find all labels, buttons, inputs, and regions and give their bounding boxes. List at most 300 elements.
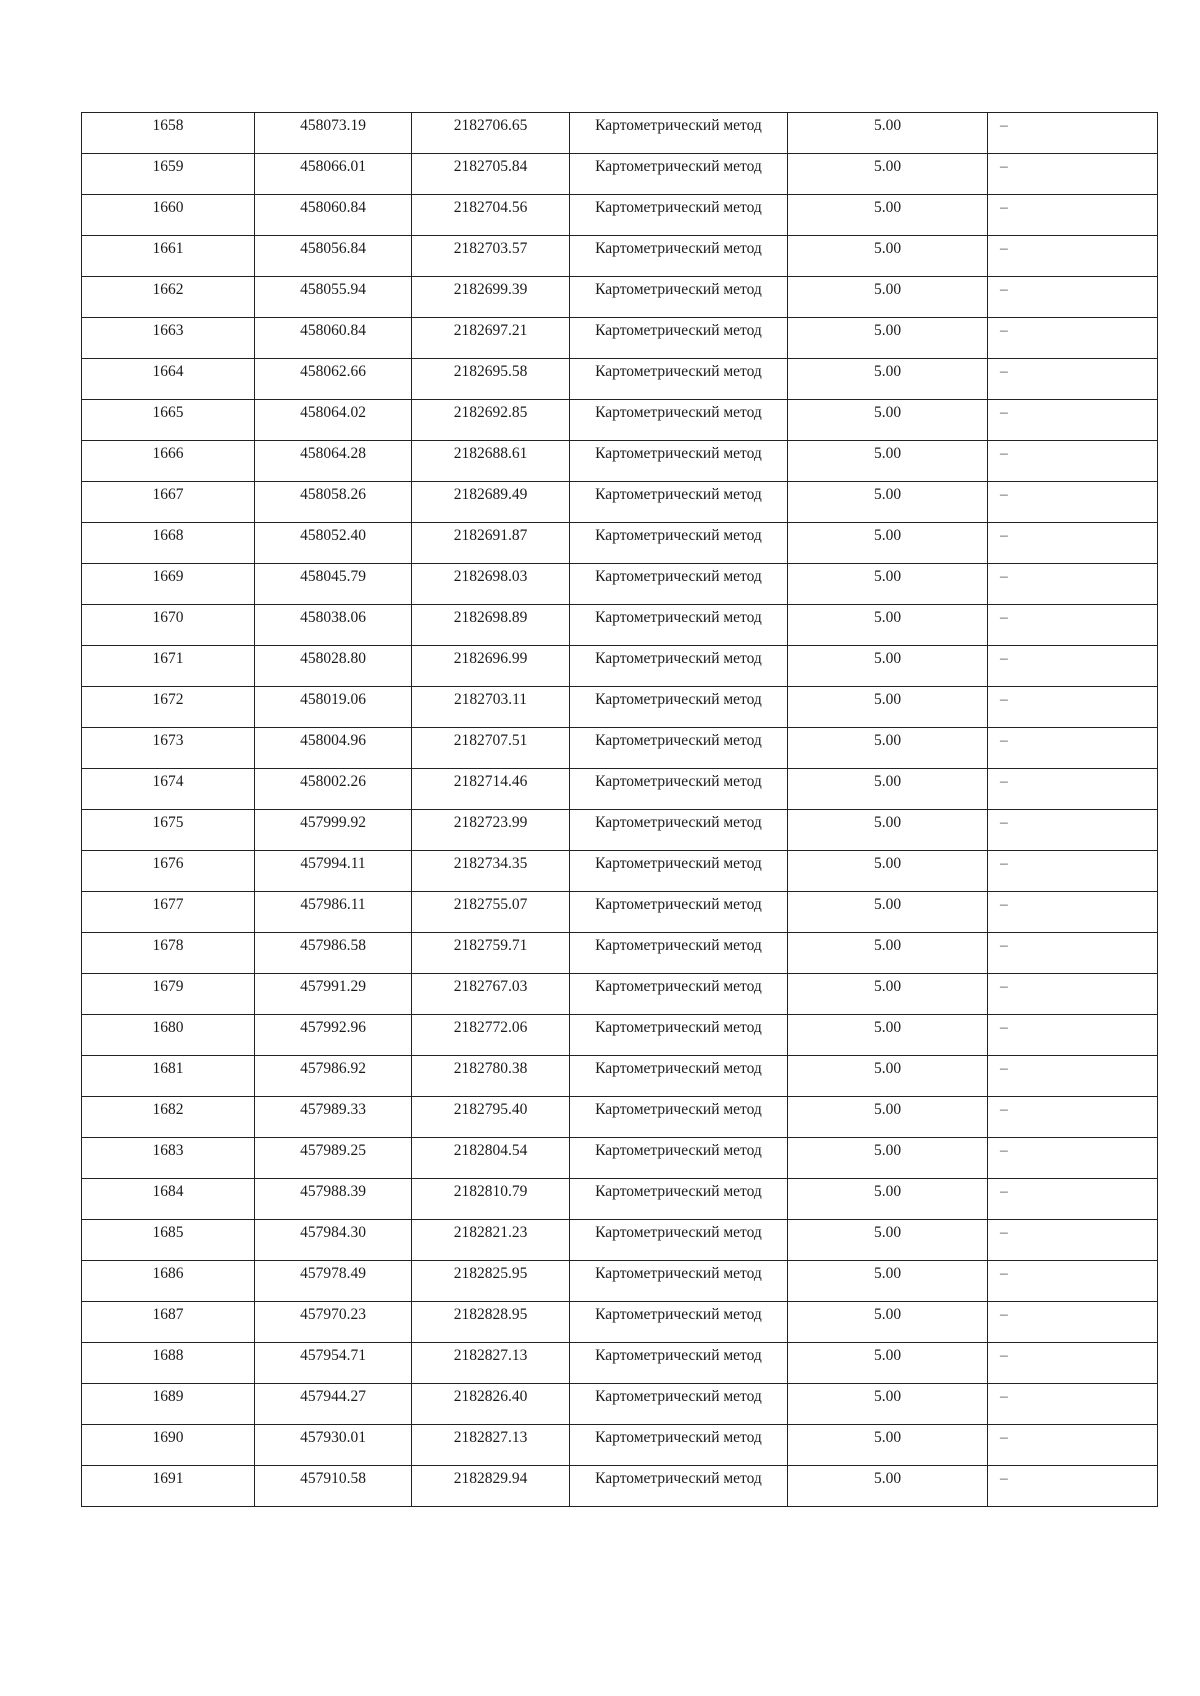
x-coordinate-cell [255, 359, 412, 400]
point-number-cell [82, 687, 255, 728]
x-coordinate-cell [255, 1425, 412, 1466]
table-row [82, 933, 1158, 974]
y-coordinate-cell [412, 1015, 570, 1056]
note-cell [988, 728, 1158, 769]
method-cell-text: Картометрический метод [595, 199, 762, 216]
x-coordinate-cell-text: 457988.39 [300, 1183, 366, 1200]
x-coordinate-cell [255, 1466, 412, 1507]
accuracy-cell-text: 5.00 [873, 650, 902, 667]
x-coordinate-cell [255, 974, 412, 1015]
accuracy-cell-text: 5.00 [873, 1470, 902, 1487]
method-cell-text: Картометрический метод [595, 281, 762, 298]
point-number-cell [82, 564, 255, 605]
point-number-cell-text: 1681 [152, 1060, 184, 1077]
accuracy-cell [788, 441, 988, 482]
y-coordinate-cell-text: 2182755.07 [453, 896, 528, 913]
accuracy-cell [788, 482, 988, 523]
point-number-cell [82, 359, 255, 400]
note-cell [988, 1138, 1158, 1179]
y-coordinate-cell [412, 441, 570, 482]
method-cell-text: Картометрический метод [595, 1470, 762, 1487]
accuracy-cell-text: 5.00 [873, 732, 902, 749]
y-coordinate-cell-text: 2182697.21 [453, 322, 528, 339]
note-cell-text: – [1000, 1060, 1008, 1077]
accuracy-cell-text: 5.00 [873, 1429, 902, 1446]
x-coordinate-cell [255, 728, 412, 769]
point-number-cell-text: 1660 [152, 199, 184, 216]
note-cell [988, 523, 1158, 564]
note-cell-text: – [1000, 650, 1008, 667]
accuracy-cell-text: 5.00 [873, 1142, 902, 1159]
accuracy-cell [788, 728, 988, 769]
y-coordinate-cell-text: 2182705.84 [453, 158, 528, 175]
method-cell [570, 318, 788, 359]
method-cell-text: Картометрический метод [595, 978, 762, 995]
y-coordinate-cell-text: 2182688.61 [453, 445, 528, 462]
table-row [82, 195, 1158, 236]
y-coordinate-cell-text: 2182699.39 [453, 281, 528, 298]
method-cell-text: Картометрический метод [595, 1224, 762, 1241]
y-coordinate-cell-text: 2182692.85 [453, 404, 528, 421]
x-coordinate-cell [255, 1015, 412, 1056]
y-coordinate-cell-text: 2182696.99 [453, 650, 528, 667]
note-cell [988, 113, 1158, 154]
method-cell [570, 1220, 788, 1261]
y-coordinate-cell-text: 2182707.51 [453, 732, 528, 749]
accuracy-cell-text: 5.00 [873, 445, 902, 462]
y-coordinate-cell-text: 2182759.71 [453, 937, 528, 954]
point-number-cell-text: 1683 [152, 1142, 184, 1159]
x-coordinate-cell [255, 195, 412, 236]
y-coordinate-cell [412, 687, 570, 728]
y-coordinate-cell-text: 2182704.56 [453, 199, 528, 216]
y-coordinate-cell [412, 1425, 570, 1466]
x-coordinate-cell-text: 458073.19 [300, 117, 366, 134]
accuracy-cell [788, 1015, 988, 1056]
point-number-cell-text: 1673 [152, 732, 184, 749]
accuracy-cell [788, 277, 988, 318]
method-cell-text: Картометрический метод [595, 117, 762, 134]
method-cell [570, 1261, 788, 1302]
note-cell-text: – [1000, 404, 1008, 421]
point-number-cell [82, 277, 255, 318]
y-coordinate-cell [412, 1343, 570, 1384]
accuracy-cell-text: 5.00 [873, 1019, 902, 1036]
point-number-cell [82, 154, 255, 195]
accuracy-cell [788, 1220, 988, 1261]
x-coordinate-cell [255, 154, 412, 195]
method-cell [570, 769, 788, 810]
point-number-cell [82, 482, 255, 523]
y-coordinate-cell-text: 2182829.94 [453, 1470, 528, 1487]
y-coordinate-cell [412, 236, 570, 277]
y-coordinate-cell-text: 2182734.35 [453, 855, 528, 872]
y-coordinate-cell [412, 892, 570, 933]
accuracy-cell [788, 851, 988, 892]
x-coordinate-cell [255, 277, 412, 318]
point-number-cell [82, 974, 255, 1015]
point-number-cell-text: 1675 [152, 814, 184, 831]
table-row [82, 810, 1158, 851]
method-cell [570, 933, 788, 974]
x-coordinate-cell-text: 457930.01 [300, 1429, 366, 1446]
y-coordinate-cell-text: 2182804.54 [453, 1142, 528, 1159]
note-cell-text: – [1000, 527, 1008, 544]
method-cell-text: Картометрический метод [595, 1183, 762, 1200]
table-row [82, 154, 1158, 195]
note-cell-text: – [1000, 1429, 1008, 1446]
point-number-cell [82, 810, 255, 851]
point-number-cell [82, 769, 255, 810]
point-number-cell-text: 1680 [152, 1019, 184, 1036]
point-number-cell [82, 441, 255, 482]
note-cell-text: – [1000, 773, 1008, 790]
method-cell [570, 277, 788, 318]
accuracy-cell [788, 605, 988, 646]
method-cell-text: Картометрический метод [595, 896, 762, 913]
x-coordinate-cell [255, 482, 412, 523]
accuracy-cell-text: 5.00 [873, 486, 902, 503]
accuracy-cell [788, 1097, 988, 1138]
y-coordinate-cell [412, 359, 570, 400]
note-cell-text: – [1000, 814, 1008, 831]
x-coordinate-cell [255, 1302, 412, 1343]
method-cell-text: Картометрический метод [595, 732, 762, 749]
note-cell [988, 195, 1158, 236]
table-row [82, 1466, 1158, 1507]
x-coordinate-cell-text: 457910.58 [300, 1470, 366, 1487]
point-number-cell-text: 1679 [152, 978, 184, 995]
table-row [82, 892, 1158, 933]
method-cell-text: Картометрический метод [595, 1265, 762, 1282]
point-number-cell [82, 1384, 255, 1425]
method-cell-text: Картометрический метод [595, 691, 762, 708]
accuracy-cell-text: 5.00 [873, 814, 902, 831]
accuracy-cell-text: 5.00 [873, 404, 902, 421]
accuracy-cell [788, 236, 988, 277]
point-number-cell-text: 1668 [152, 527, 184, 544]
accuracy-cell-text: 5.00 [873, 978, 902, 995]
table-row [82, 441, 1158, 482]
accuracy-cell [788, 769, 988, 810]
method-cell-text: Картометрический метод [595, 1388, 762, 1405]
point-number-cell [82, 605, 255, 646]
x-coordinate-cell-text: 458058.26 [300, 486, 366, 503]
note-cell [988, 1015, 1158, 1056]
method-cell-text: Картометрический метод [595, 445, 762, 462]
y-coordinate-cell [412, 277, 570, 318]
accuracy-cell-text: 5.00 [873, 1306, 902, 1323]
point-number-cell [82, 318, 255, 359]
method-cell [570, 1056, 788, 1097]
y-coordinate-cell [412, 1097, 570, 1138]
point-number-cell-text: 1661 [152, 240, 184, 257]
note-cell-text: – [1000, 1306, 1008, 1323]
x-coordinate-cell [255, 1343, 412, 1384]
point-number-cell [82, 1466, 255, 1507]
point-number-cell-text: 1677 [152, 896, 184, 913]
accuracy-cell [788, 1343, 988, 1384]
y-coordinate-cell [412, 523, 570, 564]
method-cell [570, 523, 788, 564]
note-cell [988, 277, 1158, 318]
x-coordinate-cell-text: 458038.06 [300, 609, 366, 626]
note-cell [988, 933, 1158, 974]
point-number-cell-text: 1674 [152, 773, 184, 790]
point-number-cell-text: 1658 [152, 117, 184, 134]
table-row [82, 400, 1158, 441]
accuracy-cell [788, 687, 988, 728]
point-number-cell [82, 728, 255, 769]
accuracy-cell [788, 400, 988, 441]
table-row [82, 646, 1158, 687]
note-cell-text: – [1000, 199, 1008, 216]
y-coordinate-cell-text: 2182689.49 [453, 486, 528, 503]
point-number-cell [82, 892, 255, 933]
accuracy-cell-text: 5.00 [873, 240, 902, 257]
point-number-cell-text: 1670 [152, 609, 184, 626]
method-cell [570, 1384, 788, 1425]
note-cell-text: – [1000, 281, 1008, 298]
y-coordinate-cell [412, 154, 570, 195]
method-cell [570, 1138, 788, 1179]
point-number-cell-text: 1685 [152, 1224, 184, 1241]
note-cell-text: – [1000, 1101, 1008, 1118]
accuracy-cell [788, 195, 988, 236]
y-coordinate-cell [412, 851, 570, 892]
y-coordinate-cell [412, 1138, 570, 1179]
method-cell-text: Картометрический метод [595, 568, 762, 585]
y-coordinate-cell-text: 2182691.87 [453, 527, 528, 544]
method-cell-text: Картометрический метод [595, 527, 762, 544]
x-coordinate-cell-text: 458045.79 [300, 568, 366, 585]
table-row [82, 482, 1158, 523]
accuracy-cell-text: 5.00 [873, 281, 902, 298]
note-cell-text: – [1000, 1019, 1008, 1036]
x-coordinate-cell-text: 458052.40 [300, 527, 366, 544]
y-coordinate-cell [412, 974, 570, 1015]
table-row [82, 236, 1158, 277]
note-cell-text: – [1000, 117, 1008, 134]
point-number-cell [82, 195, 255, 236]
point-number-cell-text: 1669 [152, 568, 184, 585]
y-coordinate-cell [412, 1466, 570, 1507]
accuracy-cell [788, 1056, 988, 1097]
point-number-cell-text: 1664 [152, 363, 184, 380]
point-number-cell [82, 1138, 255, 1179]
table-row [82, 605, 1158, 646]
accuracy-cell [788, 1466, 988, 1507]
note-cell-text: – [1000, 486, 1008, 503]
x-coordinate-cell [255, 1261, 412, 1302]
y-coordinate-cell [412, 769, 570, 810]
y-coordinate-cell [412, 1384, 570, 1425]
point-number-cell-text: 1662 [152, 281, 184, 298]
note-cell-text: – [1000, 1347, 1008, 1364]
y-coordinate-cell-text: 2182810.79 [453, 1183, 528, 1200]
accuracy-cell-text: 5.00 [873, 773, 902, 790]
method-cell-text: Картометрический метод [595, 814, 762, 831]
accuracy-cell [788, 564, 988, 605]
note-cell [988, 564, 1158, 605]
method-cell [570, 892, 788, 933]
note-cell-text: – [1000, 609, 1008, 626]
point-number-cell-text: 1687 [152, 1306, 184, 1323]
accuracy-cell [788, 1384, 988, 1425]
note-cell [988, 1466, 1158, 1507]
x-coordinate-cell-text: 458062.66 [300, 363, 366, 380]
table-row [82, 1097, 1158, 1138]
note-cell-text: – [1000, 568, 1008, 585]
point-number-cell [82, 933, 255, 974]
method-cell [570, 441, 788, 482]
x-coordinate-cell [255, 318, 412, 359]
x-coordinate-cell-text: 457954.71 [300, 1347, 366, 1364]
point-number-cell-text: 1688 [152, 1347, 184, 1364]
method-cell-text: Картометрический метод [595, 855, 762, 872]
table-row [82, 1179, 1158, 1220]
accuracy-cell [788, 892, 988, 933]
accuracy-cell-text: 5.00 [873, 199, 902, 216]
x-coordinate-cell-text: 458002.26 [300, 773, 366, 790]
x-coordinate-cell [255, 810, 412, 851]
table-row [82, 1302, 1158, 1343]
y-coordinate-cell [412, 482, 570, 523]
point-number-cell [82, 1425, 255, 1466]
point-number-cell [82, 1056, 255, 1097]
method-cell-text: Картометрический метод [595, 363, 762, 380]
note-cell [988, 359, 1158, 400]
point-number-cell-text: 1665 [152, 404, 184, 421]
y-coordinate-cell [412, 400, 570, 441]
x-coordinate-cell-text: 458060.84 [300, 322, 366, 339]
table-row [82, 1343, 1158, 1384]
y-coordinate-cell [412, 318, 570, 359]
method-cell [570, 851, 788, 892]
method-cell [570, 1466, 788, 1507]
note-cell [988, 1220, 1158, 1261]
x-coordinate-cell-text: 458064.02 [300, 404, 366, 421]
point-number-cell [82, 1015, 255, 1056]
note-cell-text: – [1000, 1388, 1008, 1405]
x-coordinate-cell [255, 646, 412, 687]
note-cell [988, 851, 1158, 892]
table-row [82, 1261, 1158, 1302]
accuracy-cell [788, 523, 988, 564]
x-coordinate-cell-text: 457992.96 [300, 1019, 366, 1036]
method-cell [570, 113, 788, 154]
note-cell-text: – [1000, 691, 1008, 708]
table-row [82, 687, 1158, 728]
table-row [82, 277, 1158, 318]
method-cell-text: Картометрический метод [595, 158, 762, 175]
note-cell [988, 318, 1158, 359]
note-cell-text: – [1000, 322, 1008, 339]
x-coordinate-cell-text: 457970.23 [300, 1306, 366, 1323]
point-number-cell-text: 1686 [152, 1265, 184, 1282]
accuracy-cell-text: 5.00 [873, 1388, 902, 1405]
method-cell-text: Картометрический метод [595, 650, 762, 667]
point-number-cell-text: 1691 [152, 1470, 184, 1487]
point-number-cell-text: 1682 [152, 1101, 184, 1118]
y-coordinate-cell-text: 2182698.89 [453, 609, 528, 626]
note-cell [988, 1343, 1158, 1384]
accuracy-cell-text: 5.00 [873, 322, 902, 339]
y-coordinate-cell-text: 2182795.40 [453, 1101, 528, 1118]
note-cell [988, 236, 1158, 277]
note-cell [988, 154, 1158, 195]
note-cell-text: – [1000, 855, 1008, 872]
method-cell [570, 646, 788, 687]
x-coordinate-cell-text: 458060.84 [300, 199, 366, 216]
x-coordinate-cell-text: 457999.92 [300, 814, 366, 831]
accuracy-cell [788, 1179, 988, 1220]
table-row [82, 523, 1158, 564]
accuracy-cell [788, 933, 988, 974]
table-row [82, 728, 1158, 769]
method-cell-text: Картометрический метод [595, 1142, 762, 1159]
method-cell-text: Картометрический метод [595, 1019, 762, 1036]
table-row [82, 359, 1158, 400]
note-cell [988, 974, 1158, 1015]
note-cell-text: – [1000, 1142, 1008, 1159]
x-coordinate-cell-text: 458064.28 [300, 445, 366, 462]
accuracy-cell [788, 1261, 988, 1302]
accuracy-cell-text: 5.00 [873, 609, 902, 626]
note-cell [988, 646, 1158, 687]
accuracy-cell-text: 5.00 [873, 937, 902, 954]
note-cell [988, 687, 1158, 728]
accuracy-cell [788, 974, 988, 1015]
table-row [82, 113, 1158, 154]
x-coordinate-cell [255, 933, 412, 974]
y-coordinate-cell [412, 1179, 570, 1220]
note-cell [988, 1302, 1158, 1343]
accuracy-cell-text: 5.00 [873, 568, 902, 585]
method-cell-text: Картометрический метод [595, 404, 762, 421]
point-number-cell-text: 1671 [152, 650, 184, 667]
y-coordinate-cell-text: 2182772.06 [453, 1019, 528, 1036]
point-number-cell [82, 1179, 255, 1220]
accuracy-cell [788, 113, 988, 154]
x-coordinate-cell-text: 457986.58 [300, 937, 366, 954]
note-cell-text: – [1000, 1265, 1008, 1282]
point-number-cell [82, 851, 255, 892]
method-cell [570, 400, 788, 441]
y-coordinate-cell-text: 2182827.13 [453, 1429, 528, 1446]
method-cell-text: Картометрический метод [595, 1347, 762, 1364]
x-coordinate-cell [255, 1056, 412, 1097]
accuracy-cell [788, 1138, 988, 1179]
x-coordinate-cell-text: 457984.30 [300, 1224, 366, 1241]
y-coordinate-cell-text: 2182698.03 [453, 568, 528, 585]
x-coordinate-cell-text: 457991.29 [300, 978, 366, 995]
x-coordinate-cell-text: 458055.94 [300, 281, 366, 298]
accuracy-cell-text: 5.00 [873, 1183, 902, 1200]
y-coordinate-cell-text: 2182767.03 [453, 978, 528, 995]
method-cell [570, 1343, 788, 1384]
method-cell-text: Картометрический метод [595, 322, 762, 339]
method-cell-text: Картометрический метод [595, 486, 762, 503]
method-cell [570, 195, 788, 236]
y-coordinate-cell-text: 2182706.65 [453, 117, 528, 134]
accuracy-cell-text: 5.00 [873, 1265, 902, 1282]
x-coordinate-cell-text: 457989.25 [300, 1142, 366, 1159]
note-cell [988, 769, 1158, 810]
method-cell-text: Картометрический метод [595, 937, 762, 954]
x-coordinate-cell [255, 1220, 412, 1261]
x-coordinate-cell [255, 236, 412, 277]
